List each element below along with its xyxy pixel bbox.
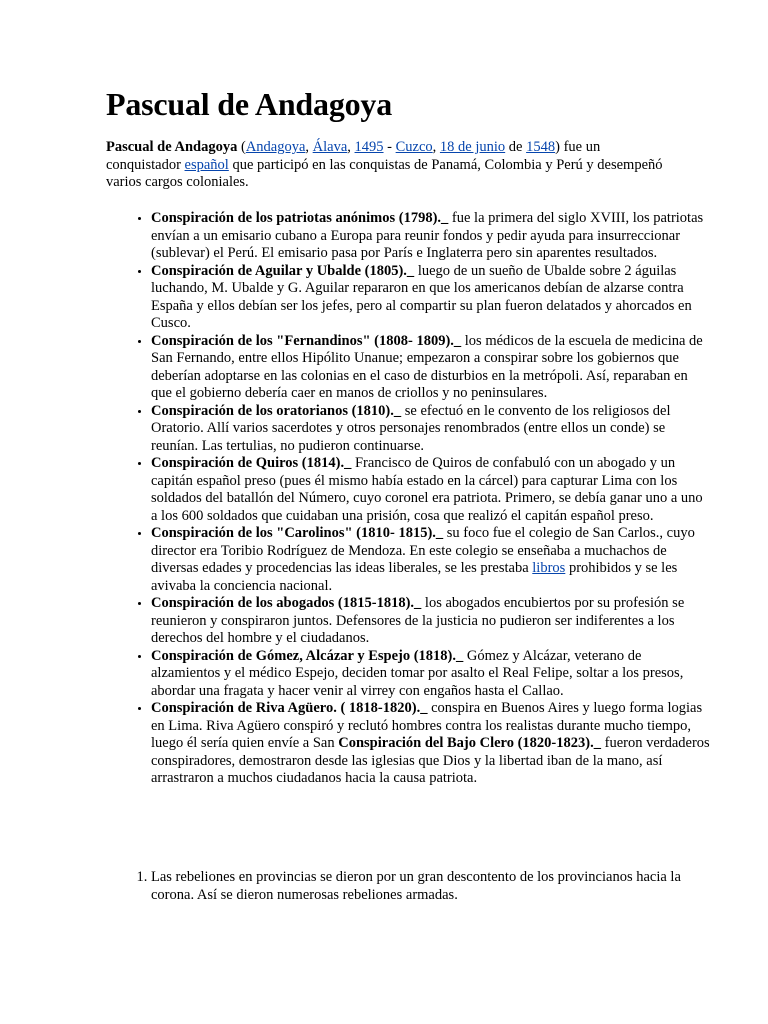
intro-text: ( bbox=[237, 139, 246, 155]
item-text: Gómez y Alcázar, veterano de alzamientos y el médico Espejo, deciden tomar por asalto el Real Felipe, soltar a los presos, abordar una fragata y hacer venir al virrey con engaños hasta el Callao. bbox=[151, 647, 684, 699]
item-text: conspira en Buenos Aires y luego forma logias en Lima. Riva Agüero conspiró y reclutó hombres contra los realistas durante mucho tiempo, luego él sería quien envíe a San bbox=[151, 700, 703, 751]
item-heading: Conspiración de los abogados (1815-1818)._ bbox=[151, 595, 422, 611]
list-item bbox=[151, 595, 711, 648]
page-title: Pascual de Andagoya bbox=[106, 86, 393, 122]
link-espanol[interactable]: español bbox=[184, 156, 229, 173]
link-18-junio[interactable]: 18 de junio bbox=[439, 139, 506, 155]
item-heading: Conspiración de Aguilar y Ubalde (1805)._ bbox=[151, 262, 415, 279]
link-alava[interactable]: Álava bbox=[312, 139, 348, 155]
list-item bbox=[151, 210, 711, 263]
link-libros[interactable]: libros bbox=[532, 560, 566, 576]
list-item bbox=[151, 263, 711, 333]
intro-text: , bbox=[305, 139, 313, 155]
item-text: Las rebeliones en provincias se dieron por un gran descontento de los provincianos hacia la corona. Así se dieron numerosas rebeliones armadas. bbox=[151, 869, 681, 903]
item-text: se efectuó en le convento de los religiosos del Oratorio. Allí varios sacerdotes y otros personajes renombrados (entre ellos un conde) se reunían. Las tertulias, no pudieron continuarse. bbox=[151, 402, 671, 454]
item-text: fue la primera del siglo XVIII, los patriotas envían a un emisario cubano a Europa para reunir fondos y pedir ayuda para insurreccionar (sublevar) el Perú. El emisario pasa por París e Inglaterra pero sin aparentes resultados. bbox=[151, 210, 704, 261]
link-cuzco[interactable]: Cuzco bbox=[395, 139, 433, 155]
link-andagoya[interactable]: Andagoya bbox=[245, 139, 306, 155]
intro-text: , bbox=[432, 139, 440, 155]
item-text: fueron verdaderos conspiradores, demostraron desde las iglesias que Dios y la libertad iban de la mano, así arrastraron a muchos ciudadanos hacia la causa patriota. bbox=[151, 735, 710, 786]
list-item bbox=[151, 648, 711, 701]
list-item bbox=[151, 869, 711, 904]
intro-text: , bbox=[347, 139, 355, 155]
intro-text: de bbox=[505, 139, 527, 155]
item-heading: Conspiración de los "Carolinos" (1810- 1815)._ bbox=[151, 525, 444, 541]
list-item bbox=[151, 333, 711, 403]
item-heading: Conspiración de Gómez, Alcázar y Espejo (1818)._ bbox=[151, 647, 464, 664]
item-heading: Conspiración del Bajo Clero (1820-1823)._ bbox=[338, 735, 601, 751]
intro-text: - bbox=[383, 139, 396, 155]
item-text: su foco fue el colegio de San Carlos., cuyo director era Toribio Rodríguez de Mendoza. En este colegio se enseñaba a muchachos de diversas edades y procedencias las ideas liberales, se les prestaba bbox=[151, 525, 695, 576]
intro-paragraph bbox=[106, 139, 676, 192]
conspiracies-list bbox=[106, 210, 711, 788]
item-text: prohibidos y se les avivaba la conciencia nacional. bbox=[151, 560, 678, 594]
link-1548[interactable]: 1548 bbox=[526, 139, 556, 155]
numbered-list bbox=[106, 869, 711, 904]
intro-name: Pascual de Andagoya bbox=[106, 139, 238, 155]
item-text: los abogados encubiertos por su profesión se reunieron y conspiraron juntos. Defensores de la justicia no pudieron ser indiferentes a los derechos del hombre y el ciudadanos. bbox=[151, 595, 685, 646]
list-item bbox=[151, 455, 711, 525]
intro-text: que participó en las conquistas de Panamá, Colombia y Perú y desempeñó varios cargos coloniales. bbox=[106, 156, 663, 190]
list-item bbox=[151, 525, 711, 595]
item-heading: Conspiración de Quiros (1814)._ bbox=[151, 455, 352, 471]
intro-text: ) fue un conquistador bbox=[106, 139, 601, 173]
list-item bbox=[151, 403, 711, 456]
item-heading: Conspiración de Riva Agüero. ( 1818-1820)._ bbox=[151, 700, 428, 716]
item-heading: Conspiración de los "Fernandinos" (1808- 1809)._ bbox=[151, 332, 462, 349]
item-text: luego de un sueño de Ubalde sobre 2 águilas luchando, M. Ubalde y G. Aguilar repararon en que los americanos debían de alzarse contra España y ellos debían ser los jefes, pero al compartir su plan fueron delatados y ahorcados en Cusco. bbox=[151, 262, 692, 331]
item-heading: Conspiración de los oratorianos (1810)._ bbox=[151, 402, 402, 419]
item-text: Francisco de Quiros de confabuló con un abogado y un capitán español preso (pues él mismo había estado en la cárcel) para capturar Lima con los soldados del batallón del Número, cuyo coronel era patriota. Primero, se debía ganar uno a uno a los 600 soldados que cuidaban una prisión, cosa que realizó el capitán español preso. bbox=[151, 455, 703, 524]
item-heading: Conspiración de los patriotas anónimos (1798)._ bbox=[151, 210, 449, 226]
link-1495[interactable]: 1495 bbox=[354, 139, 384, 155]
list-item bbox=[151, 700, 711, 788]
item-text: los médicos de la escuela de medicina de San Fernando, entre ellos Hipólito Unanue; empezaron a conspirar sobre los gobiernos que deberían adoptarse en las colonias en el caso de disturbios en la metrópoli. Así, reparaban en que el gobierno debería caer en manos de criollos y no peninsulares. bbox=[151, 332, 703, 401]
